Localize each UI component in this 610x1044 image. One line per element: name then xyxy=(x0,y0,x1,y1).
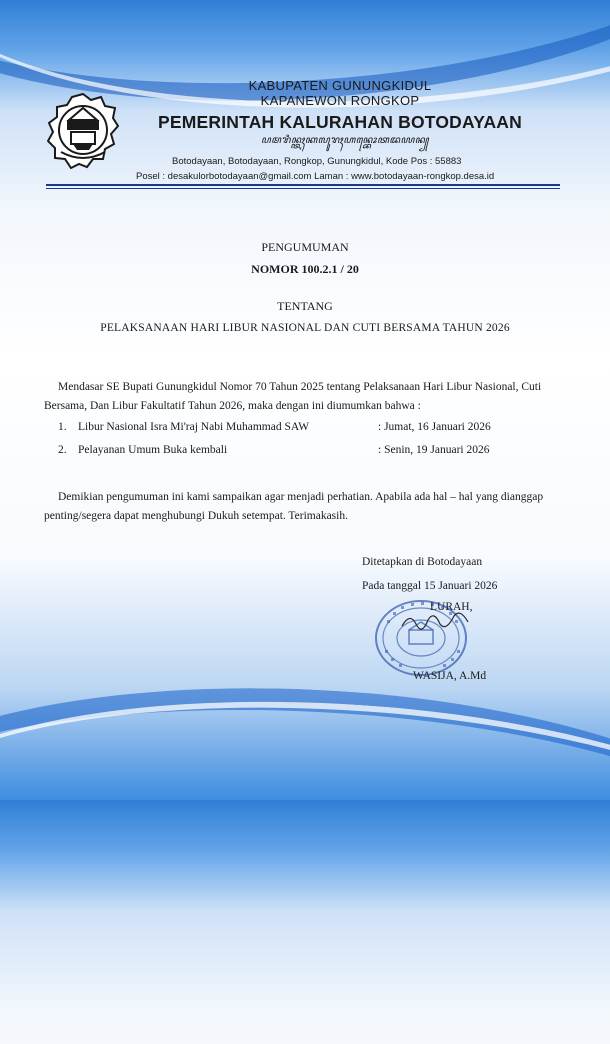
list-item-date: : Senin, 19 Januari 2026 xyxy=(378,444,490,456)
footer-swoosh-highlight xyxy=(0,672,610,1044)
letterhead-rule-thick xyxy=(46,184,560,186)
letterhead-district: KAPANEWON RONGKOP xyxy=(260,93,420,108)
subject-label: TENTANG xyxy=(277,299,333,313)
intro-paragraph: Mendasar SE Bupati Gunungkidul Nomor 70 Tahun 2025 tentang Pelaksanaan Hari Libur Nasional, Cuti Bersama, Dan Libur Fakultatif Tahun 2026, maka dengan ini diumumkan bahwa : xyxy=(44,381,542,412)
announcement-heading: PENGUMUMAN xyxy=(261,240,349,254)
footer-swoosh xyxy=(0,665,610,1036)
list-item-label: Pelayanan Umum Buka kembali xyxy=(78,444,228,456)
letterhead-contact: Posel : desakulorbotodayaan@gmail.com Laman : www.botodayaan-rongkop.desa.id xyxy=(136,171,495,182)
letterhead-regency: KABUPATEN GUNUNGKIDUL xyxy=(248,78,432,93)
list-item-number: 2. xyxy=(58,444,67,456)
letterhead-government: PEMERINTAH KALURAHAN BOTODAYAAN xyxy=(157,112,522,132)
signature-place: Ditetapkan di Botodayaan xyxy=(362,556,483,568)
closing-paragraph: Demikian pengumuman ini kami sampaikan agar menjadi perhatian. Apabila ada hal – hal yang dianggap penting/segera dapat menghubungi Dukuh setempat. Terimakasih. xyxy=(44,491,544,522)
list-item-date: : Jumat, 16 Januari 2026 xyxy=(378,421,491,433)
signature-date: Pada tanggal 15 Januari 2026 xyxy=(362,580,498,592)
announcement-number: NOMOR 100.2.1 / 20 xyxy=(251,262,359,276)
signatory-name: WASIJA, A.Md xyxy=(413,670,487,682)
handwritten-signature-icon xyxy=(398,606,478,636)
letterhead xyxy=(0,0,610,190)
list-item-number: 1. xyxy=(58,421,67,433)
letterhead-rule-thin xyxy=(46,188,560,189)
regency-emblem-icon xyxy=(47,92,119,172)
signature-role: LURAH, xyxy=(430,601,473,613)
list-item-label: Libur Nasional Isra Mi'raj Nabi Muhammad SAW xyxy=(78,421,310,433)
letterhead-address: Botodayaan, Botodayaan, Rongkop, Gunungkidul, Kode Pos : 55883 xyxy=(172,156,462,167)
letterhead-javanese-script: ꦥꦩꦫꦶꦤ꧀ꦠꦃꦏꦭꦸꦫꦃꦲꦤ꧀ꦧꦺꦴꦠꦢꦪꦤ꧀ xyxy=(260,135,430,146)
subject-title: PELAKSANAAN HARI LIBUR NASIONAL DAN CUTI BERSAMA TAHUN 2026 xyxy=(100,322,510,334)
